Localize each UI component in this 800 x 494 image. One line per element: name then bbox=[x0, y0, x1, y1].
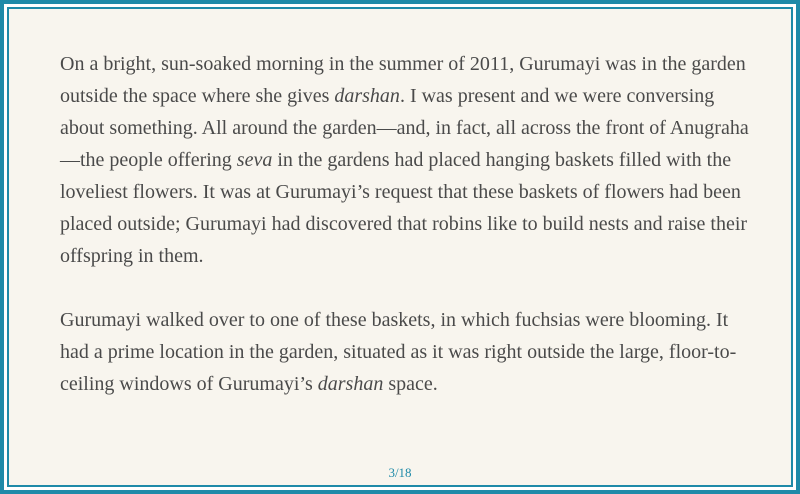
paragraph-1 bbox=[60, 48, 750, 272]
text-segment: On a bright, sun-soaked morning in the summer of 2011, Gurumayi was in the garden outside the space where she gives bbox=[60, 53, 746, 107]
text-segment: Gurumayi walked over to one of these baskets, in which fuchsias were blooming. It had a prime location in the garden, situated as it was right outside the large, floor-to-ceiling windows of Gurumayi’s bbox=[60, 309, 737, 395]
text-segment: space. bbox=[383, 373, 438, 395]
page-indicator: 3/18 bbox=[388, 465, 412, 480]
paragraph-2 bbox=[60, 304, 750, 400]
reading-content bbox=[60, 48, 750, 432]
text-segment-italic: darshan bbox=[317, 373, 384, 395]
text-segment: . I was present and we were conversing about something. All around the garden—and, in fact, all across the front of Anugraha—the people offering bbox=[60, 85, 749, 171]
text-segment-italic: darshan bbox=[334, 85, 400, 107]
text-segment-italic: seva bbox=[236, 149, 273, 171]
text-segment: in the gardens had placed hanging baskets filled with the loveliest flowers. It was at Gurumayi’s request that these baskets of flowers had been placed outside; Gurumayi had discovered that robins like to build nests and raise their offspring in them. bbox=[60, 149, 748, 267]
